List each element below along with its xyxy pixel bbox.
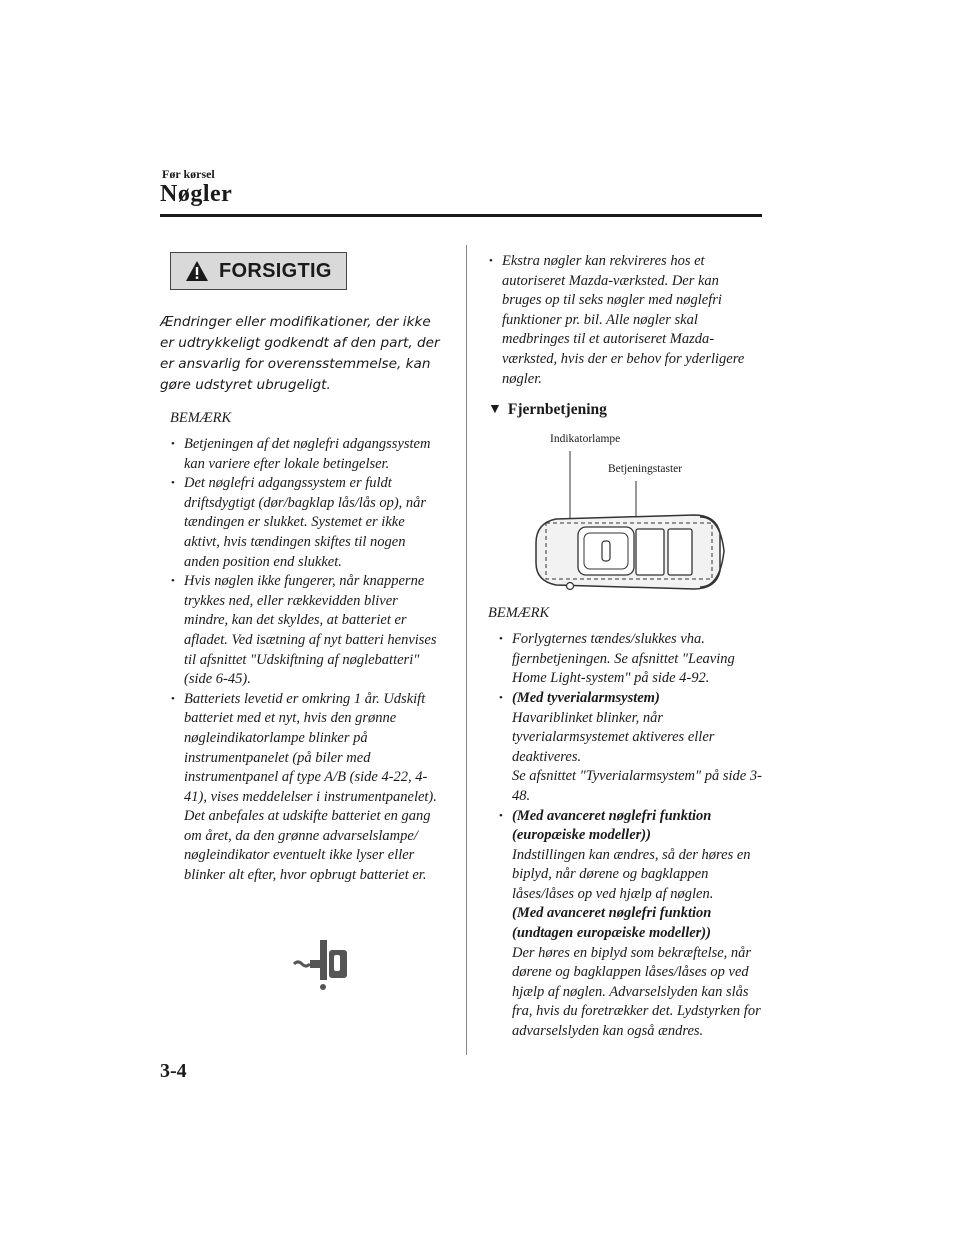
note-item: • Det nøglefri adgangssystem er fuldt driftsdygtigt (dør/bagklap lås/lås op), når tændingen er slukket. Systemet er ikke aktivt, hvis tændingen skiftes til nogen anden position end slukket.	[170, 474, 442, 572]
buttons-label: Betjeningstaster	[608, 463, 683, 476]
caution-text: Ændringer eller modifikationer, der ikke er udtrykkeligt godkendt af den part, der er ansvarlig for overensstemmelse, kan gøre udstyret ubrugeligt.	[160, 314, 440, 393]
caution-title: FORSIGTIG	[219, 259, 332, 282]
note-item-reference: Se afsnittet "Tyverialarmsystem" på side 3-48.	[512, 768, 762, 804]
note-item-text: Der høres en biplyd som bekræftelse, når dørene og bagklappen låses/låses op ved hjælp af nøglen. Advarselslyden kan slås fra, hvis du foretrækker det. Lydstyrken for advarselslyden kan også ændres.	[512, 944, 761, 1040]
triangle-down-icon: ▼	[488, 402, 502, 418]
note-item-text: Indstillingen kan ændres, så der høres en biplyd, når dørene og bagklappen låses/låses op ved hjælp af nøglen.	[512, 846, 751, 902]
note-item	[498, 807, 762, 1042]
section-label: Før kørsel	[162, 167, 215, 181]
chapter-title: Nøgler	[160, 181, 233, 207]
right-note-list	[488, 630, 762, 1041]
remote-heading-text: Fjernbetjening	[507, 401, 607, 419]
note-item-condition: • (Med avanceret nøglefri funktion (europæiske modeller))	[512, 807, 712, 844]
note-item: • Forlygternes tændes/slukkes vha. fjernbetjeningen. Se afsnittet "Leaving Home Light-system" på side 4-92.	[498, 630, 762, 689]
indicator-label: Indikatorlampe	[550, 433, 621, 446]
note-list	[170, 435, 442, 886]
note-item: • Ekstra nøgler kan rekvireres hos et autoriseret Mazda-værksted. Der kan bruges op til seks nøgler med nøglefri funktioner pr. bil. Alle nøgler skal medbringes til et autoriseret Mazda-værksted, hvis der er behov for yderligere nøgler.	[488, 252, 762, 389]
remote-figure	[488, 423, 762, 595]
header-rule	[160, 214, 762, 217]
key-symbol-icon	[292, 936, 352, 997]
right-column	[488, 252, 762, 1042]
note-item-condition: • (Med tyverialarmsystem)	[512, 689, 660, 706]
note-heading: BEMÆRK	[170, 410, 232, 426]
column-divider	[466, 245, 467, 1055]
remote-heading	[488, 401, 762, 419]
note-item: • Hvis nøglen ikke fungerer, når knapperne trykkes ned, eller rækkevidden bliver mindre, kan det skyldes, at batteriet er afladet. Ved isætning af nyt batteri henvises til afsnittet "Udskiftning af nøglebatteri" (side 6-45).	[170, 572, 442, 690]
caution-box	[170, 252, 347, 290]
note-item-text: Havariblinket blinker, når tyverialarmsystemet aktiveres eller deaktiveres.	[512, 709, 715, 765]
remote-key-illustration	[488, 423, 762, 595]
note-heading: BEMÆRK	[488, 605, 550, 622]
note-item	[498, 689, 762, 807]
extra-keys-note	[488, 252, 762, 389]
note-item-condition: (Med avanceret nøglefri funktion (undtagen europæiske modeller))	[512, 905, 712, 942]
note-item: • Betjeningen af det nøglefri adgangssystem kan variere efter lokale betingelser.	[170, 435, 442, 474]
note-item: • Batteriets levetid er omkring 1 år. Udskift batteriet med et nyt, hvis den grønne nøgleindikatorlampe blinker på instrumentpanelet (på biler med instrumentpanel af type A/B (side 4-22, 4-41), vises meddelelser i instrumentpanelet). Det anbefales at udskifte batteriet en gang om året, da den grønne advarselslampe/ nøgleindikator eventuelt ikke lyser eller blinker alt efter, hvor opbrugt batteriet er.	[170, 690, 442, 886]
warning-triangle-icon	[185, 260, 209, 282]
left-note-block	[160, 410, 442, 886]
left-column	[160, 252, 442, 886]
page-number: 3-4	[160, 1060, 187, 1082]
